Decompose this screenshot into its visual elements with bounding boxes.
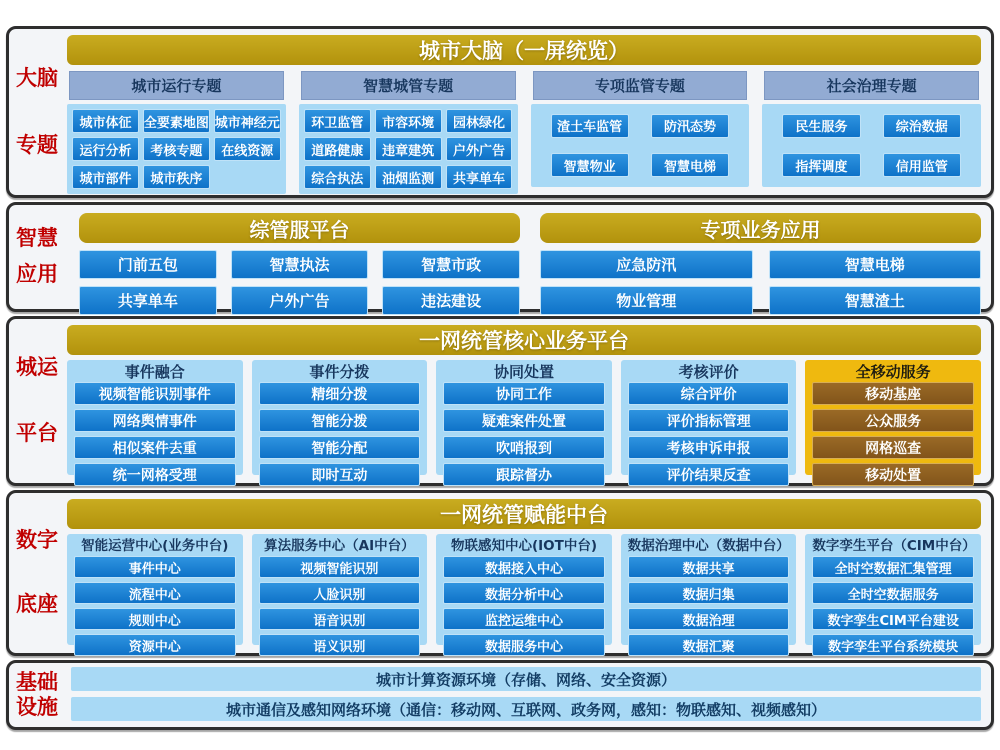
banner-comprehensive-platform: 综管服平台 <box>79 213 520 243</box>
column-header: 数字孪生平台（CIM中台） <box>812 538 976 554</box>
section-label-infra <box>9 663 65 727</box>
column-header: 事件分拨 <box>309 363 370 381</box>
module-chip: 智慧物业 <box>551 153 629 177</box>
group-comprehensive-platform <box>79 213 520 315</box>
module-chip: 规则中心 <box>74 608 236 630</box>
column-header: 智慧城管专题 <box>301 71 516 100</box>
module-chip: 相似案件去重 <box>74 436 236 459</box>
module-chip: 在线资源 <box>214 137 281 161</box>
module-chip: 智慧执法 <box>231 250 369 279</box>
section-city-operation-platform <box>6 316 994 486</box>
module-chip: 防汛态势 <box>651 114 729 138</box>
section-label-line: 基础 <box>16 669 58 694</box>
module-chip: 跟踪督办 <box>443 463 605 486</box>
module-chip: 智能分拨 <box>259 409 421 432</box>
module-chip: 数据服务中心 <box>443 634 605 656</box>
module-chip: 城市部件 <box>72 165 139 189</box>
column-header: 数据治理中心（数据中台） <box>627 538 790 554</box>
module-chip: 共享单车 <box>79 286 217 315</box>
middle-column-intelligent-operation-center <box>67 534 243 655</box>
section-label-brain <box>9 29 65 195</box>
topic-column-social-governance <box>762 71 981 187</box>
module-chip: 智慧市政 <box>382 250 520 279</box>
module-chip: 综治数据 <box>883 114 961 138</box>
column-header: 智能运营中心(业务中台) <box>81 538 229 554</box>
module-chip: 流程中心 <box>74 582 236 604</box>
module-chip: 数据共享 <box>628 556 790 578</box>
module-chip: 运行分析 <box>72 137 139 161</box>
module-chip: 门前五包 <box>79 250 217 279</box>
module-chip: 指挥调度 <box>782 153 860 177</box>
module-chip: 综合执法 <box>304 165 371 189</box>
module-chip: 数据分析中心 <box>443 582 605 604</box>
module-chip: 城市体征 <box>72 109 139 133</box>
module-chip: 园林绿化 <box>446 109 513 133</box>
module-chip: 户外广告 <box>231 286 369 315</box>
module-chip: 数据归集 <box>628 582 790 604</box>
module-chip: 协同工作 <box>443 382 605 405</box>
infra-row-computing-resources: 城市计算资源环境（存储、网络、安全资源） <box>71 667 981 691</box>
module-chip: 移动基座 <box>812 382 974 405</box>
module-chip: 违章建筑 <box>375 137 442 161</box>
middle-column-algorithm-service-center <box>252 534 428 655</box>
core-column-collaborative-handling <box>436 360 612 484</box>
module-chip: 户外广告 <box>446 137 513 161</box>
section-infrastructure <box>6 660 994 730</box>
section-city-brain <box>6 26 994 198</box>
middle-column-iot-perception-center <box>436 534 612 655</box>
module-chip: 全时空数据服务 <box>812 582 974 604</box>
module-chip: 数据治理 <box>628 608 790 630</box>
module-chip: 油烟监测 <box>375 165 442 189</box>
core-column-assessment-evaluation <box>621 360 797 484</box>
module-chip: 视频智能识别事件 <box>74 382 236 405</box>
module-chip: 数据接入中心 <box>443 556 605 578</box>
module-chip: 事件中心 <box>74 556 236 578</box>
topic-column-smart-urban-mgmt <box>299 71 518 187</box>
section-label-core <box>9 319 65 483</box>
column-header: 城市运行专题 <box>69 71 284 100</box>
column-header: 全移动服务 <box>855 363 931 381</box>
group-special-business-apps <box>540 213 981 315</box>
module-chip: 视频智能识别 <box>259 556 421 578</box>
module-chip: 民生服务 <box>782 114 860 138</box>
banner-core-business-platform: 一网统管核心业务平台 <box>67 325 981 355</box>
column-header: 事件融合 <box>124 363 185 381</box>
module-chip: 应急防汛 <box>540 250 753 279</box>
module-chip: 市容环境 <box>375 109 442 133</box>
middle-column-data-governance-center <box>621 534 797 655</box>
module-chip: 语音识别 <box>259 608 421 630</box>
section-label-line: 城运 <box>16 355 58 380</box>
module-chip: 城市神经元 <box>214 109 281 133</box>
section-label-apps <box>9 205 65 309</box>
module-chip: 监控运维中心 <box>443 608 605 630</box>
module-chip: 智慧渣土 <box>769 286 982 315</box>
module-chip: 公众服务 <box>812 409 974 432</box>
column-header: 物联感知中心(IOT中台) <box>450 538 598 554</box>
module-chip: 违法建设 <box>382 286 520 315</box>
section-smart-applications <box>6 202 994 312</box>
module-chip: 物业管理 <box>540 286 753 315</box>
section-label-line: 平台 <box>16 421 58 446</box>
module-chip: 数据汇聚 <box>628 634 790 656</box>
section-label-line: 大脑 <box>16 65 58 90</box>
module-chip: 考核专题 <box>143 137 210 161</box>
banner-city-brain: 城市大脑（一屏统览） <box>67 35 981 65</box>
module-chip: 网络舆情事件 <box>74 409 236 432</box>
core-column-full-mobile-service <box>805 360 981 484</box>
module-chip: 智慧电梯 <box>769 250 982 279</box>
column-header: 专项监管专题 <box>533 71 748 100</box>
module-chip: 评价结果反查 <box>628 463 790 486</box>
column-header: 社会治理专题 <box>764 71 979 100</box>
section-label-line: 设施 <box>16 695 58 719</box>
column-header: 算法服务中心（AI中台） <box>264 538 415 554</box>
banner-special-business-apps: 专项业务应用 <box>540 213 981 243</box>
module-chip: 统一网格受理 <box>74 463 236 486</box>
module-chip: 城市秩序 <box>143 165 210 189</box>
module-chip: 吹哨报到 <box>443 436 605 459</box>
section-label-line: 底座 <box>16 592 58 617</box>
module-chip: 数字孪生平台系统模块 <box>812 634 974 656</box>
section-label-line: 智慧 <box>16 226 58 251</box>
core-column-event-dispatch <box>252 360 428 484</box>
section-label-middle <box>9 493 65 653</box>
module-chip: 数字孪生CIM平台建设 <box>812 608 974 630</box>
infra-row-network-environment: 城市通信及感知网络环境（通信：移动网、互联网、政务网，感知：物联感知、视频感知） <box>71 697 981 721</box>
section-label-line: 应用 <box>16 262 58 287</box>
core-column-event-fusion <box>67 360 243 484</box>
module-chip: 语义识别 <box>259 634 421 656</box>
module-chip: 全要素地图 <box>143 109 210 133</box>
module-chip: 考核申诉申报 <box>628 436 790 459</box>
topic-column-city-operation <box>67 71 286 187</box>
module-chip: 智慧电梯 <box>651 153 729 177</box>
topic-column-special-supervision <box>531 71 750 187</box>
module-chip: 环卫监管 <box>304 109 371 133</box>
module-chip: 共享单车 <box>446 165 513 189</box>
module-chip: 网格巡查 <box>812 436 974 459</box>
module-chip: 渣土车监管 <box>551 114 629 138</box>
section-digital-base <box>6 490 994 656</box>
module-chip: 即时互动 <box>259 463 421 486</box>
module-chip: 评价指标管理 <box>628 409 790 432</box>
middle-column-digital-twin-platform <box>805 534 981 655</box>
module-chip: 疑难案件处置 <box>443 409 605 432</box>
module-chip: 全时空数据汇集管理 <box>812 556 974 578</box>
module-chip: 人脸识别 <box>259 582 421 604</box>
column-header: 协同处置 <box>493 363 554 381</box>
module-chip: 资源中心 <box>74 634 236 656</box>
banner-empowerment-middle-platform: 一网统管赋能中台 <box>67 499 981 529</box>
module-chip: 移动处置 <box>812 463 974 486</box>
module-chip: 道路健康 <box>304 137 371 161</box>
module-chip: 综合评价 <box>628 382 790 405</box>
section-label-line: 数字 <box>16 528 58 553</box>
module-chip: 精细分拨 <box>259 382 421 405</box>
module-chip: 信用监管 <box>883 153 961 177</box>
module-chip: 智能分配 <box>259 436 421 459</box>
column-header: 考核评价 <box>678 363 739 381</box>
section-label-line: 专题 <box>16 132 58 157</box>
